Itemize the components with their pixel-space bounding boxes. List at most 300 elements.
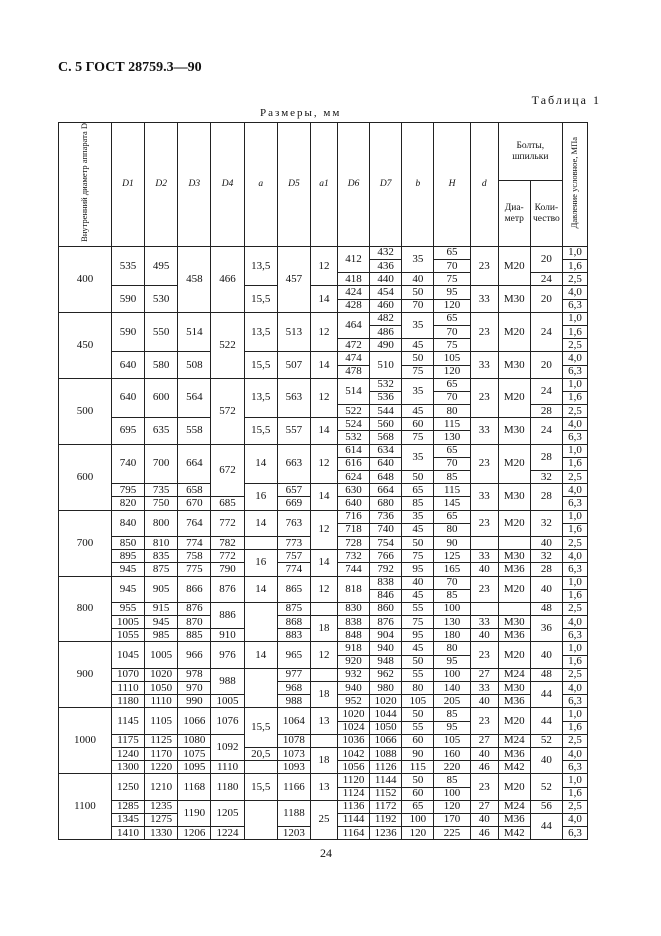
table-cell: 1410	[111, 827, 144, 840]
table-cell: 33	[470, 418, 498, 444]
table-cell: 60	[402, 734, 434, 747]
table-cell: 14	[311, 286, 338, 312]
table-row	[59, 708, 588, 721]
table-cell: 670	[178, 497, 211, 510]
table-cell: 640	[111, 378, 144, 418]
table-cell: 1055	[111, 629, 144, 642]
table-cell: 70	[434, 576, 470, 589]
table-cell: 85	[402, 497, 434, 510]
table-cell: 105	[434, 734, 470, 747]
table-cell: 472	[337, 339, 369, 352]
table-cell: 35	[402, 510, 434, 523]
table-cell: 1044	[370, 708, 402, 721]
table-cell: 436	[370, 260, 402, 273]
table-cell: 695	[111, 418, 144, 444]
table-cell: 20	[530, 286, 562, 312]
table-cell: M30	[498, 286, 530, 312]
table-cell: 886	[211, 602, 244, 628]
header-bolt-diameter: Диа-метр	[498, 181, 530, 247]
table-cell: M36	[498, 695, 530, 708]
table-cell: 800	[59, 576, 112, 642]
table-cell: 536	[370, 391, 402, 404]
table-cell: 2,5	[562, 405, 587, 418]
table-cell: 50	[402, 536, 434, 549]
table-cell: 50	[402, 655, 434, 668]
table-cell: 4,0	[562, 286, 587, 299]
table-cell: 728	[337, 536, 369, 549]
table-cell: 1005	[211, 695, 244, 708]
table-cell: 977	[277, 668, 310, 681]
table-cell: 14	[311, 418, 338, 444]
table-cell: 1172	[370, 800, 402, 813]
table-cell: 15,5	[244, 352, 277, 378]
table-cell: 664	[178, 444, 211, 484]
table-row	[59, 616, 588, 629]
table-cell: 1330	[145, 827, 178, 840]
table-cell	[470, 536, 498, 549]
table-cell: 624	[337, 471, 369, 484]
table-cell: 976	[211, 642, 244, 668]
table-cell: 70	[434, 325, 470, 338]
table-row	[59, 642, 588, 655]
table-cell: 968	[277, 682, 310, 695]
table-cell: 740	[370, 523, 402, 536]
table-cell: 1076	[211, 708, 244, 734]
table-cell: 105	[402, 695, 434, 708]
table-cell: M36	[498, 629, 530, 642]
table-cell: 1166	[277, 774, 310, 800]
table-cell: 522	[211, 312, 244, 378]
table-cell: 40	[530, 576, 562, 602]
table-cell: 1056	[337, 761, 369, 774]
table-cell: 669	[277, 497, 310, 510]
table-cell: 458	[178, 246, 211, 312]
table-cell: 1064	[277, 708, 310, 734]
table-cell: 4,0	[562, 616, 587, 629]
table-cell: 820	[111, 497, 144, 510]
table-row	[59, 800, 588, 813]
table-cell: 45	[402, 589, 434, 602]
table-cell: 1093	[277, 761, 310, 774]
table-cell: 115	[434, 484, 470, 497]
table-cell: 40	[470, 813, 498, 826]
table-cell: 1005	[111, 616, 144, 629]
table-cell: 100	[434, 668, 470, 681]
table-cell: 757	[277, 550, 310, 563]
table-cell: 818	[337, 576, 369, 602]
table-cell: 25	[311, 800, 338, 840]
table-cell: 835	[145, 550, 178, 563]
table-cell: 1,0	[562, 378, 587, 391]
table-cell: 16	[244, 484, 277, 510]
table-cell: 75	[402, 616, 434, 629]
table-cell: 52	[530, 734, 562, 747]
table-cell: M20	[498, 708, 530, 734]
table-cell: 988	[277, 695, 310, 708]
table-cell: 1126	[370, 761, 402, 774]
table-cell: 1020	[370, 695, 402, 708]
table-cell: 12	[311, 312, 338, 352]
table-cell: 1175	[111, 734, 144, 747]
table-cell: 1,6	[562, 391, 587, 404]
table-caption: Таблица 1	[531, 93, 601, 107]
table-cell: 48	[530, 602, 562, 615]
table-cell: 55	[402, 668, 434, 681]
table-cell: 18	[311, 747, 338, 773]
table-cell: 1050	[370, 721, 402, 734]
table-cell: 700	[59, 510, 112, 576]
table-cell: M30	[498, 550, 530, 563]
table-cell: 915	[145, 602, 178, 615]
table-cell: 466	[211, 246, 244, 312]
table-cell: 772	[211, 510, 244, 536]
table-cell: 544	[370, 405, 402, 418]
table-cell: 454	[370, 286, 402, 299]
table-cell: 486	[370, 325, 402, 338]
table-cell: 35	[402, 378, 434, 404]
table-cell: 614	[337, 444, 369, 457]
table-cell: 65	[402, 484, 434, 497]
table-cell: 1045	[111, 642, 144, 668]
table-cell: 1,6	[562, 325, 587, 338]
table-cell: 1110	[111, 682, 144, 695]
table-cell: 1092	[211, 734, 244, 760]
table-cell: 100	[434, 787, 470, 800]
table-cell: 6,3	[562, 299, 587, 312]
table-cell: 12	[311, 378, 338, 418]
table-cell: 13,5	[244, 378, 277, 418]
table-cell: 33	[470, 616, 498, 629]
table-cell: 978	[178, 668, 211, 681]
table-cell: 1236	[370, 827, 402, 840]
table-cell: 45	[402, 405, 434, 418]
table-cell: 1,0	[562, 312, 587, 325]
table-cell: 1,6	[562, 787, 587, 800]
table-cell: 1203	[277, 827, 310, 840]
header-d7: D7	[370, 123, 402, 247]
table-cell: 1210	[145, 774, 178, 800]
table-cell: 1000	[59, 708, 112, 774]
table-cell: 440	[370, 273, 402, 286]
table-row	[59, 576, 588, 589]
table-cell: 1042	[337, 747, 369, 760]
table-cell: 460	[370, 299, 402, 312]
table-cell: 14	[311, 550, 338, 576]
table-cell: 24	[530, 273, 562, 286]
table-cell: 905	[145, 576, 178, 602]
table-cell: 875	[145, 563, 178, 576]
table-cell: 685	[211, 497, 244, 510]
table-cell: 955	[111, 602, 144, 615]
table-cell: 14	[244, 642, 277, 668]
table-cell: 474	[337, 352, 369, 365]
table-cell: 868	[277, 616, 310, 629]
table-cell: 18	[311, 682, 338, 708]
table-cell: 846	[370, 589, 402, 602]
table-cell: 70	[402, 299, 434, 312]
table-cell: 44	[530, 813, 562, 839]
table-cell: 12	[311, 642, 338, 668]
table-cell: M42	[498, 761, 530, 774]
table-cell: 865	[277, 576, 310, 602]
table-cell: 14	[311, 484, 338, 510]
table-cell: 4,0	[562, 484, 587, 497]
table-cell: 1,0	[562, 642, 587, 655]
table-cell: 522	[337, 405, 369, 418]
table-cell: 20	[530, 352, 562, 378]
table-cell: 758	[178, 550, 211, 563]
table-cell: 1070	[111, 668, 144, 681]
table-cell: 2,5	[562, 471, 587, 484]
table-cell: 1,6	[562, 457, 587, 470]
table-cell: M30	[498, 484, 530, 510]
table-cell: 23	[470, 246, 498, 286]
table-row	[59, 668, 588, 681]
table-cell: 45	[402, 523, 434, 536]
table-row	[59, 286, 588, 299]
table-cell: 700	[145, 444, 178, 484]
table-cell: 4,0	[562, 352, 587, 365]
table-cell: 648	[370, 471, 402, 484]
table-cell: 45	[402, 339, 434, 352]
table-cell: 24	[530, 418, 562, 444]
table-cell: 775	[178, 563, 211, 576]
table-cell: 33	[470, 286, 498, 312]
table-cell: 145	[434, 497, 470, 510]
table-cell: 948	[370, 655, 402, 668]
table-cell: 600	[145, 378, 178, 418]
table-cell: 40	[402, 576, 434, 589]
table-cell: 52	[530, 774, 562, 800]
table-cell: 952	[337, 695, 369, 708]
table-cell: 507	[277, 352, 310, 378]
table-cell: 850	[111, 536, 144, 549]
table-cell: 2,5	[562, 339, 587, 352]
table-cell: 1145	[111, 708, 144, 734]
table-cell: 12	[311, 246, 338, 286]
table-cell: 40	[470, 629, 498, 642]
table-cell: 20,5	[244, 747, 277, 760]
page-number: 24	[320, 846, 332, 860]
table-cell: 100	[402, 813, 434, 826]
table-cell: 95	[434, 655, 470, 668]
table-cell: 532	[370, 378, 402, 391]
table-cell: 680	[370, 497, 402, 510]
table-cell	[498, 536, 530, 549]
table-cell: 1180	[111, 695, 144, 708]
header-b: b	[402, 123, 434, 247]
table-cell: 90	[402, 747, 434, 760]
table-cell: 478	[337, 365, 369, 378]
table-cell: 205	[434, 695, 470, 708]
table-cell: 95	[402, 629, 434, 642]
table-row	[59, 444, 588, 457]
table-cell	[311, 734, 338, 747]
table-cell: 27	[470, 800, 498, 813]
table-cell: 23	[470, 312, 498, 352]
table-cell: 6,3	[562, 365, 587, 378]
table-cell	[470, 602, 498, 615]
table-cell: 33	[470, 682, 498, 695]
table-cell: M20	[498, 576, 530, 602]
table-cell: M30	[498, 352, 530, 378]
header-a1: a1	[311, 123, 338, 247]
table-row	[59, 418, 588, 431]
table-cell: 782	[211, 536, 244, 549]
table-cell: M30	[498, 616, 530, 629]
table-row	[59, 352, 588, 365]
table-cell: 225	[434, 827, 470, 840]
table-cell: 870	[178, 616, 211, 629]
table-cell: 23	[470, 774, 498, 800]
table-cell: 28	[530, 484, 562, 510]
header-a: a	[244, 123, 277, 247]
table-cell: 1275	[145, 813, 178, 826]
table-cell: 1,0	[562, 444, 587, 457]
table-cell: 70	[434, 260, 470, 273]
table-cell: 990	[178, 695, 211, 708]
table-cell: 876	[211, 576, 244, 602]
table-cell: 120	[434, 365, 470, 378]
table-row	[59, 484, 588, 497]
table-cell: 1110	[211, 761, 244, 774]
table-cell: 535	[111, 246, 144, 286]
table-cell: 115	[402, 761, 434, 774]
table-cell: 130	[434, 431, 470, 444]
table-cell: 27	[470, 734, 498, 747]
table-cell: 44	[530, 682, 562, 708]
table-cell: 100	[434, 602, 470, 615]
table-cell: 1188	[277, 800, 310, 826]
table-cell: 50	[402, 286, 434, 299]
table-cell: 1170	[145, 747, 178, 760]
table-cell: 75	[402, 431, 434, 444]
table-cell: 28	[530, 444, 562, 470]
table-cell: 60	[402, 787, 434, 800]
table-cell: 774	[178, 536, 211, 549]
table-cell: M20	[498, 510, 530, 536]
table-cell: 4,0	[562, 682, 587, 695]
table-cell: 4,0	[562, 418, 587, 431]
table-cell: 1180	[211, 774, 244, 800]
table-cell: 1250	[111, 774, 144, 800]
table-cell: 590	[111, 286, 144, 312]
table-cell: 550	[145, 312, 178, 352]
table-cell: 640	[111, 352, 144, 378]
table-cell: 35	[402, 444, 434, 470]
table-cell: 23	[470, 576, 498, 602]
table-cell: M36	[498, 813, 530, 826]
table-cell: 23	[470, 444, 498, 484]
table-cell: 500	[59, 378, 112, 444]
table-cell: 70	[434, 457, 470, 470]
table-cell: 23	[470, 510, 498, 536]
table-cell: 945	[111, 576, 144, 602]
table-cell: 65	[434, 378, 470, 391]
table-cell: 1,6	[562, 260, 587, 273]
table-cell: 600	[59, 444, 112, 510]
table-cell: 6,3	[562, 431, 587, 444]
table-cell: 790	[211, 563, 244, 576]
table-cell: 12	[311, 576, 338, 602]
table-row	[59, 312, 588, 325]
table-cell: 2,5	[562, 536, 587, 549]
units-caption: Размеры, мм	[260, 107, 342, 119]
table-row	[59, 774, 588, 787]
table-cell: 1220	[145, 761, 178, 774]
page-title: С. 5 ГОСТ 28759.3—90	[58, 60, 202, 75]
table-cell: 4,0	[562, 747, 587, 760]
table-cell: M20	[498, 774, 530, 800]
table-cell: 716	[337, 510, 369, 523]
table-cell: 60	[402, 418, 434, 431]
table-cell: 885	[178, 629, 211, 642]
table-cell: 510	[370, 352, 402, 378]
table-cell: 718	[337, 523, 369, 536]
table-cell: 766	[370, 550, 402, 563]
table-cell: 418	[337, 273, 369, 286]
table-cell: 14	[244, 576, 277, 602]
header-d: d	[470, 123, 498, 247]
table-cell: 120	[434, 299, 470, 312]
table-cell: 932	[337, 668, 369, 681]
table-cell: 563	[277, 378, 310, 418]
table-row	[59, 246, 588, 259]
table-cell: 45	[402, 642, 434, 655]
table-cell: 1235	[145, 800, 178, 813]
table-cell: 1152	[370, 787, 402, 800]
table-cell: 44	[530, 708, 562, 734]
table-cell: 672	[211, 444, 244, 497]
table-cell: 464	[337, 312, 369, 338]
table-cell: 970	[178, 682, 211, 695]
table-cell: 940	[370, 642, 402, 655]
table-cell: 40	[530, 536, 562, 549]
table-cell: 13,5	[244, 312, 277, 352]
table-cell: 966	[178, 642, 211, 668]
table-cell: 32	[530, 550, 562, 563]
table-cell: 1020	[337, 708, 369, 721]
table-cell: 1345	[111, 813, 144, 826]
table-cell: 1285	[111, 800, 144, 813]
table-row	[59, 734, 588, 747]
table-cell: 1192	[370, 813, 402, 826]
table-cell: 1105	[145, 708, 178, 734]
table-cell: 750	[145, 497, 178, 510]
table-cell: 1,0	[562, 246, 587, 259]
table-cell: M42	[498, 827, 530, 840]
table-cell: 830	[337, 602, 369, 615]
table-cell: 920	[337, 655, 369, 668]
table-cell: 590	[111, 312, 144, 352]
table-cell: 85	[434, 708, 470, 721]
table-cell: 55	[402, 721, 434, 734]
header-d1: D1	[111, 123, 144, 247]
table-cell: 220	[434, 761, 470, 774]
table-cell: 514	[178, 312, 211, 352]
table-cell: 40	[470, 695, 498, 708]
table-cell: 85	[434, 589, 470, 602]
table-cell: 1005	[145, 642, 178, 668]
table-cell: 1168	[178, 774, 211, 800]
table-cell: 1,0	[562, 576, 587, 589]
table-cell: 105	[434, 352, 470, 365]
table-cell: 736	[370, 510, 402, 523]
table-cell: 754	[370, 536, 402, 549]
table-cell: 1088	[370, 747, 402, 760]
table-cell: 16	[244, 550, 277, 576]
table-cell: 1020	[145, 668, 178, 681]
